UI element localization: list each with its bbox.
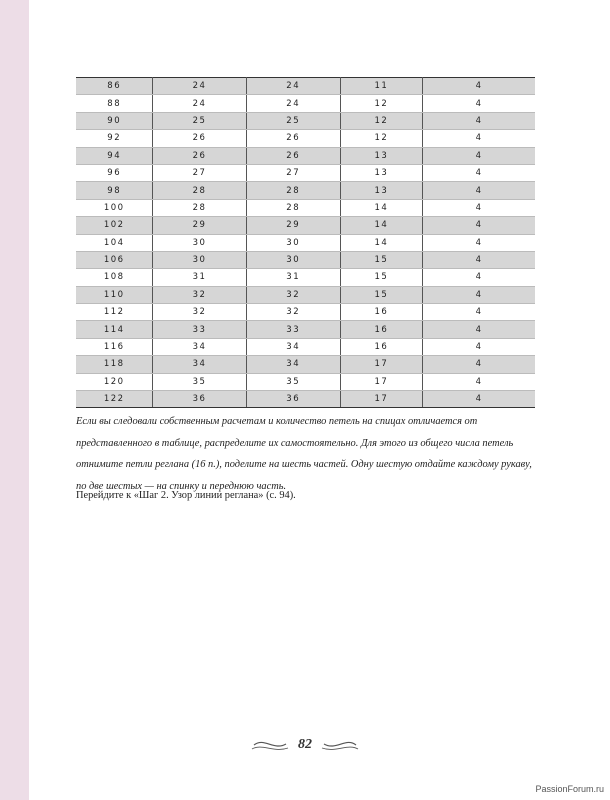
- table-cell: 34: [153, 338, 246, 355]
- table-cell: 12: [340, 130, 422, 147]
- table-row: [76, 251, 535, 268]
- table-cell: 92: [76, 130, 153, 147]
- table-row: [76, 373, 535, 390]
- table-row: [76, 164, 535, 181]
- table-cell: 15: [340, 251, 422, 268]
- table-cell: 14: [340, 234, 422, 251]
- table-cell: 4: [423, 199, 535, 216]
- table-row: [76, 78, 535, 95]
- table-cell: 4: [423, 95, 535, 112]
- table-cell: 4: [423, 321, 535, 338]
- table-cell: 26: [153, 130, 246, 147]
- table-cell: 30: [246, 234, 340, 251]
- step-reference: Перейдите к «Шаг 2. Узор линии реглана» (с. 94).: [76, 490, 296, 501]
- table-cell: 26: [153, 147, 246, 164]
- table-cell: 26: [246, 147, 340, 164]
- table-cell: 4: [423, 182, 535, 199]
- table-cell: 35: [246, 373, 340, 390]
- table-row: [76, 304, 535, 321]
- table-cell: 116: [76, 338, 153, 355]
- table-cell: 4: [423, 130, 535, 147]
- table-cell: 86: [76, 78, 153, 95]
- table-row: [76, 217, 535, 234]
- table-cell: 30: [153, 251, 246, 268]
- table-cell: 24: [153, 78, 246, 95]
- table-cell: 34: [246, 338, 340, 355]
- table-cell: 4: [423, 147, 535, 164]
- table-cell: 30: [153, 234, 246, 251]
- table-cell: 4: [423, 304, 535, 321]
- table-cell: 4: [423, 338, 535, 355]
- table-row: [76, 269, 535, 286]
- table-cell: 16: [340, 304, 422, 321]
- table-row: [76, 286, 535, 303]
- table-cell: 13: [340, 147, 422, 164]
- table-cell: 24: [246, 95, 340, 112]
- table-cell: 28: [153, 199, 246, 216]
- table-row: [76, 391, 535, 408]
- page-number: 82: [298, 737, 312, 752]
- table-cell: 15: [340, 286, 422, 303]
- table-cell: 16: [340, 321, 422, 338]
- table-cell: 33: [153, 321, 246, 338]
- table-cell: 30: [246, 251, 340, 268]
- page-footer: [250, 731, 360, 761]
- table-cell: 27: [153, 164, 246, 181]
- table-row: [76, 182, 535, 199]
- table-cell: 4: [423, 269, 535, 286]
- table-cell: 12: [340, 112, 422, 129]
- table-cell: 4: [423, 373, 535, 390]
- table-cell: 11: [340, 78, 422, 95]
- table-cell: 29: [153, 217, 246, 234]
- note-paragraph: Если вы следовали собственным расчетам и количество петель на спицах отличается от представленного в таблице, распределите их самостоятельно. Для этого из общего числа петель отнимите петли реглана (16 п.), поделите на шесть частей. Одну шестую отдайте каждому рукаву, по две шестых — на спинку и переднюю часть.: [76, 416, 532, 492]
- table-cell: 98: [76, 182, 153, 199]
- page-edge-strip: [0, 0, 29, 800]
- watermark: PassionForum.ru: [535, 784, 604, 794]
- table-cell: 35: [153, 373, 246, 390]
- table-row: [76, 199, 535, 216]
- table-cell: 28: [246, 199, 340, 216]
- table-cell: 33: [246, 321, 340, 338]
- table-cell: 34: [246, 356, 340, 373]
- table-row: [76, 321, 535, 338]
- table-cell: 16: [340, 338, 422, 355]
- table-cell: 15: [340, 269, 422, 286]
- table-cell: 88: [76, 95, 153, 112]
- table-cell: 110: [76, 286, 153, 303]
- table-cell: 94: [76, 147, 153, 164]
- table-cell: 31: [153, 269, 246, 286]
- table-cell: 24: [153, 95, 246, 112]
- table-cell: 12: [340, 95, 422, 112]
- table-cell: 24: [246, 78, 340, 95]
- table-cell: 13: [340, 182, 422, 199]
- table-cell: 4: [423, 234, 535, 251]
- table-cell: 4: [423, 164, 535, 181]
- table-cell: 32: [153, 286, 246, 303]
- table-cell: 102: [76, 217, 153, 234]
- table-cell: 17: [340, 391, 422, 408]
- table-cell: 29: [246, 217, 340, 234]
- table-cell: 4: [423, 286, 535, 303]
- table-cell: 34: [153, 356, 246, 373]
- table-cell: 26: [246, 130, 340, 147]
- table-cell: 106: [76, 251, 153, 268]
- table-row: [76, 356, 535, 373]
- table-cell: 118: [76, 356, 153, 373]
- table-cell: 100: [76, 199, 153, 216]
- table-cell: 32: [246, 304, 340, 321]
- table-cell: 32: [153, 304, 246, 321]
- table-cell: 17: [340, 373, 422, 390]
- table-row: [76, 95, 535, 112]
- table-body: [76, 78, 535, 408]
- table-cell: 4: [423, 356, 535, 373]
- table-cell: 13: [340, 164, 422, 181]
- table-cell: 4: [423, 112, 535, 129]
- table-cell: 36: [246, 391, 340, 408]
- size-table-container: [76, 77, 535, 408]
- table-cell: 32: [246, 286, 340, 303]
- table-cell: 4: [423, 78, 535, 95]
- table-row: [76, 147, 535, 164]
- table-cell: 36: [153, 391, 246, 408]
- table-cell: 4: [423, 217, 535, 234]
- table-cell: 27: [246, 164, 340, 181]
- table-cell: 28: [153, 182, 246, 199]
- table-row: [76, 234, 535, 251]
- table-cell: 112: [76, 304, 153, 321]
- table-cell: 14: [340, 199, 422, 216]
- table-cell: 4: [423, 251, 535, 268]
- size-table: [76, 77, 535, 408]
- table-row: [76, 130, 535, 147]
- table-cell: 114: [76, 321, 153, 338]
- table-row: [76, 338, 535, 355]
- table-cell: 122: [76, 391, 153, 408]
- table-cell: 17: [340, 356, 422, 373]
- table-cell: 31: [246, 269, 340, 286]
- table-cell: 14: [340, 217, 422, 234]
- table-cell: 25: [153, 112, 246, 129]
- table-cell: 108: [76, 269, 153, 286]
- table-cell: 120: [76, 373, 153, 390]
- table-cell: 104: [76, 234, 153, 251]
- table-cell: 4: [423, 391, 535, 408]
- table-cell: 25: [246, 112, 340, 129]
- table-cell: 90: [76, 112, 153, 129]
- table-cell: 96: [76, 164, 153, 181]
- table-cell: 28: [246, 182, 340, 199]
- table-row: [76, 112, 535, 129]
